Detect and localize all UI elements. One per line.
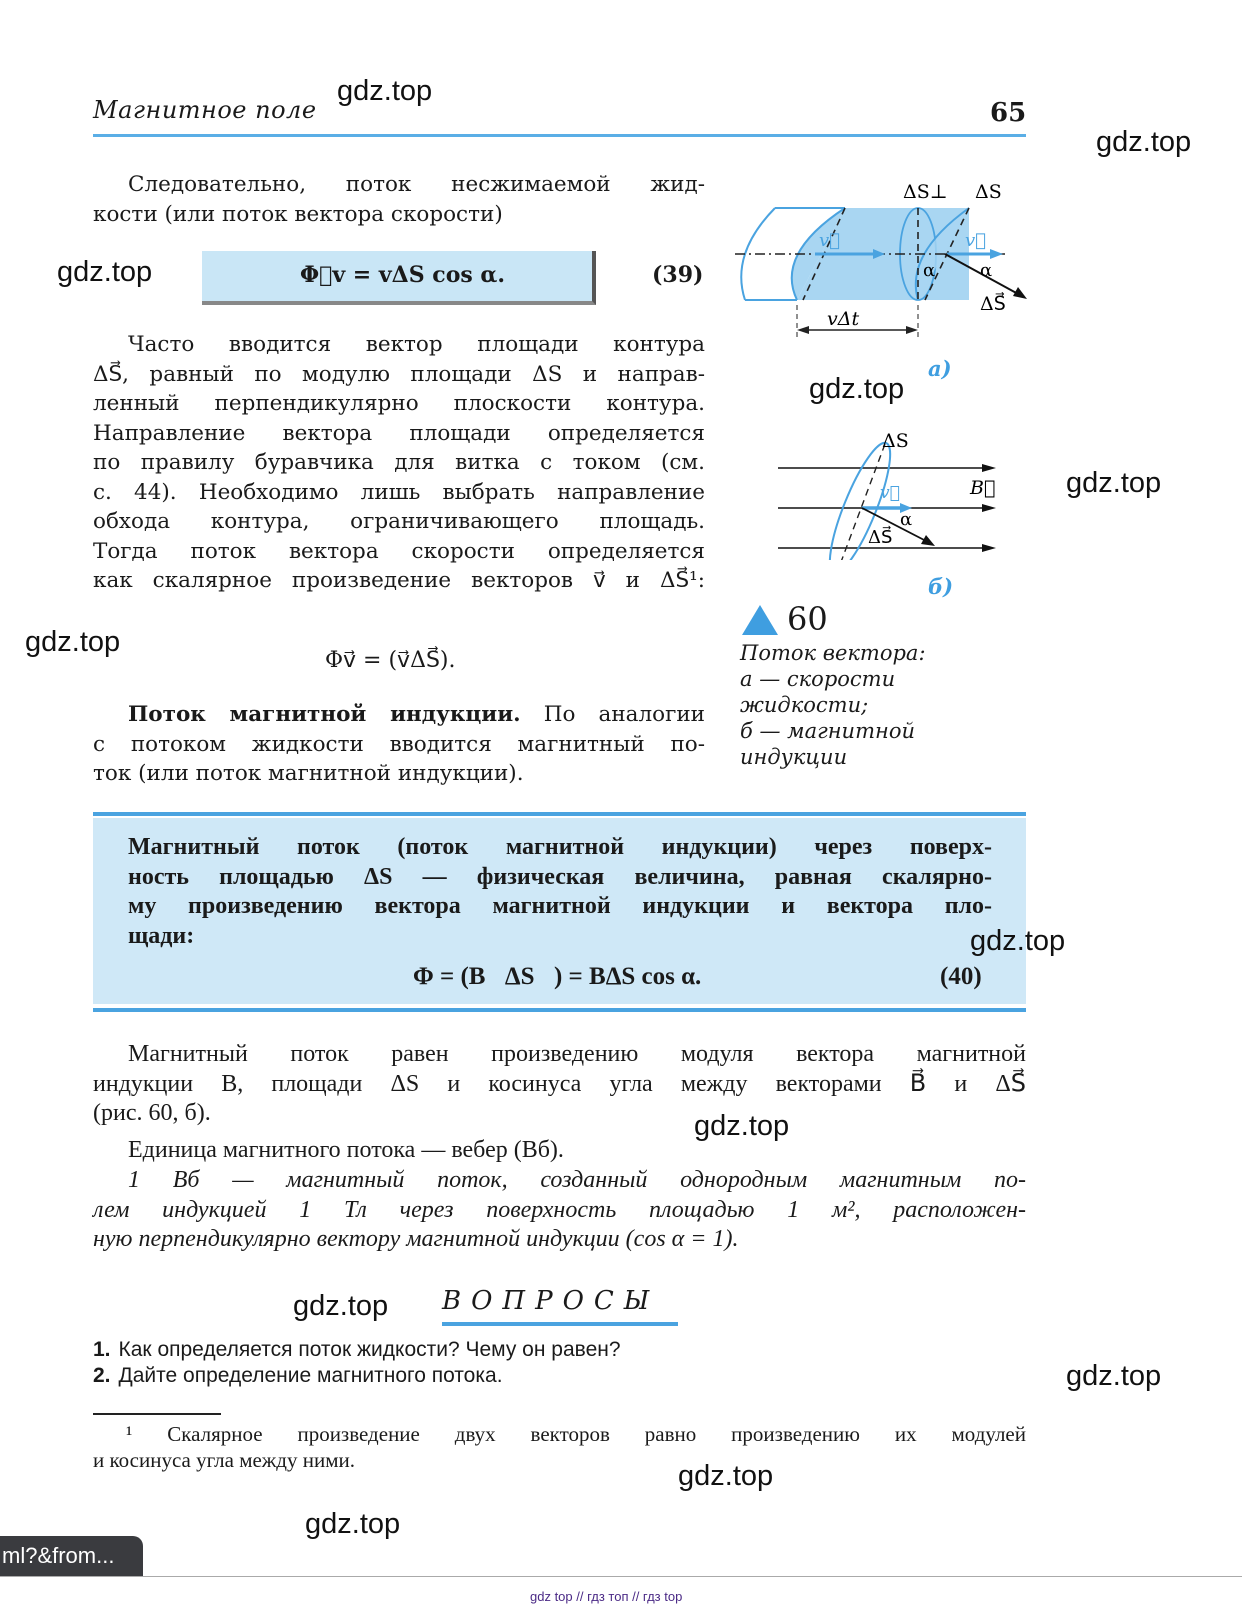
equation-number-39: (39) [652, 262, 704, 288]
cylinder-diagram [735, 181, 1027, 340]
chapter-title: Магнитное поле [93, 96, 317, 124]
definition-rule-top [93, 812, 1026, 816]
magnetic-field-diagram [778, 430, 996, 560]
formula-40: Φ = (B⃗ΔS⃗) = BΔS cos α. [413, 963, 702, 990]
label-alpha-2: α [980, 260, 993, 281]
dim-head-right [906, 326, 918, 334]
definition-text: Магнитный поток (поток магнитной индукции) через поверх- ность площадью ΔS — физическая величина, равная скалярно- му произведению вектора магнитной индукции и вектора пло- щади: [128, 834, 992, 949]
question-item: 2. Дайте определение магнитного потока. [93, 1364, 503, 1387]
area-vector-head [921, 535, 935, 546]
questions-underline [442, 1322, 678, 1326]
watermark: gdz.top [293, 1290, 389, 1322]
definition-rule-bottom [93, 1008, 1026, 1012]
label-B: B⃗ [970, 477, 996, 499]
dim-head-left [797, 326, 809, 334]
figure-marker-icon [742, 605, 778, 635]
field-arrow-1 [982, 464, 996, 472]
label-dS-vector: ΔS⃗ [980, 293, 1006, 315]
figure-60b [770, 430, 1010, 560]
header-rule [93, 134, 1026, 137]
footnote: ¹ Скалярное произведение двух векторов равно произведению их модулей и косинуса угла между ними. [93, 1422, 1026, 1472]
watermark: gdz.top [970, 925, 1066, 957]
figure-60a [735, 180, 1035, 380]
watermark: gdz.top [1096, 126, 1192, 158]
watermark: gdz.top [678, 1460, 774, 1492]
label-dS: ΔS [882, 430, 909, 452]
paragraph-1: Следовательно, поток несжимаемой жид- кости (или поток вектора скорости) [93, 172, 705, 227]
label-dS-vector: ΔS⃗ [868, 527, 893, 548]
questions-title: ВОПРОСЫ [442, 1286, 660, 1316]
bottom-links[interactable]: gdz top // гдз топ // гдз top [530, 1589, 683, 1604]
watermark: gdz.top [25, 626, 121, 658]
watermark: gdz.top [809, 373, 905, 405]
bottom-divider [0, 1576, 1242, 1577]
formula-39: Φ⃗v = vΔS cos α. [300, 262, 506, 288]
figure-label-b: б) [928, 574, 954, 599]
paragraph-4: Магнитный поток равен произведению модуля вектора магнитной индукции B, площади ΔS и косинуса угла между векторами B⃗ и ΔS⃗ (рис. 60, б). [93, 1041, 1026, 1126]
field-arrow-3 [982, 544, 996, 552]
label-dS: ΔS [975, 181, 1002, 203]
paragraph-5: Единица магнитного потока — вебер (Вб). [128, 1137, 564, 1163]
watermark: gdz.top [305, 1508, 401, 1540]
watermark: gdz.top [57, 256, 153, 288]
figure-caption: Поток вектора: а — скорости жидкости; б — магнитной индукции [740, 641, 926, 769]
figure-label-a: а) [928, 356, 952, 381]
paragraph-6: 1 Вб — магнитный поток, созданный однородным магнитным по- лем индукцией 1 Тл через поверхность площадью 1 м², расположен- ную перпендикулярно вектору магнитной индукции (cos α = 1). [93, 1167, 1026, 1252]
label-dS-perp: ΔS⊥ [903, 181, 948, 203]
link-preview-chip[interactable]: ml?&from... [0, 1536, 143, 1576]
paragraph-3: Поток магнитной индукции. По аналогии с потоком жидкости вводится магнитный по- ток (или поток магнитной индукции). [93, 702, 705, 786]
page-number: 65 [990, 98, 1027, 128]
figure-number: 60 [787, 600, 828, 638]
footnote-rule [93, 1413, 221, 1415]
formula-scalar-product: Φv⃗ = (v⃗ΔS⃗). [325, 648, 456, 673]
watermark: gdz.top [1066, 1360, 1162, 1392]
area-vector-head [1013, 287, 1027, 299]
label-v-outer: v⃗ [965, 230, 986, 251]
label-v: v⃗ [880, 483, 900, 503]
field-arrow-2 [982, 504, 996, 512]
question-item: 1. Как определяется поток жидкости? Чему он равен? [93, 1338, 621, 1361]
watermark: gdz.top [694, 1110, 790, 1142]
equation-number-40: (40) [940, 963, 982, 990]
watermark: gdz.top [337, 75, 433, 107]
label-v-inner: v⃗ [819, 230, 840, 251]
paragraph-2: Часто вводится вектор площади контура ΔS⃗, равный по модулю площади ΔS и направ- ленный перпендикулярно плоскости контура. Направление вектора площади определяется по правилу буравчика для витка с током (см. с. 44). Необходимо лишь выбрать направление обхода контура, ограничивающего площадь. Тогда поток вектора скорости определяется как скалярное произведение векторов v⃗ и ΔS⃗¹: [93, 332, 705, 593]
label-alpha: α [900, 509, 913, 530]
label-vdt: vΔt [827, 308, 860, 330]
velocity-arrowhead-outer [990, 249, 1003, 259]
watermark: gdz.top [1066, 467, 1162, 499]
label-alpha-1: α [923, 260, 936, 281]
